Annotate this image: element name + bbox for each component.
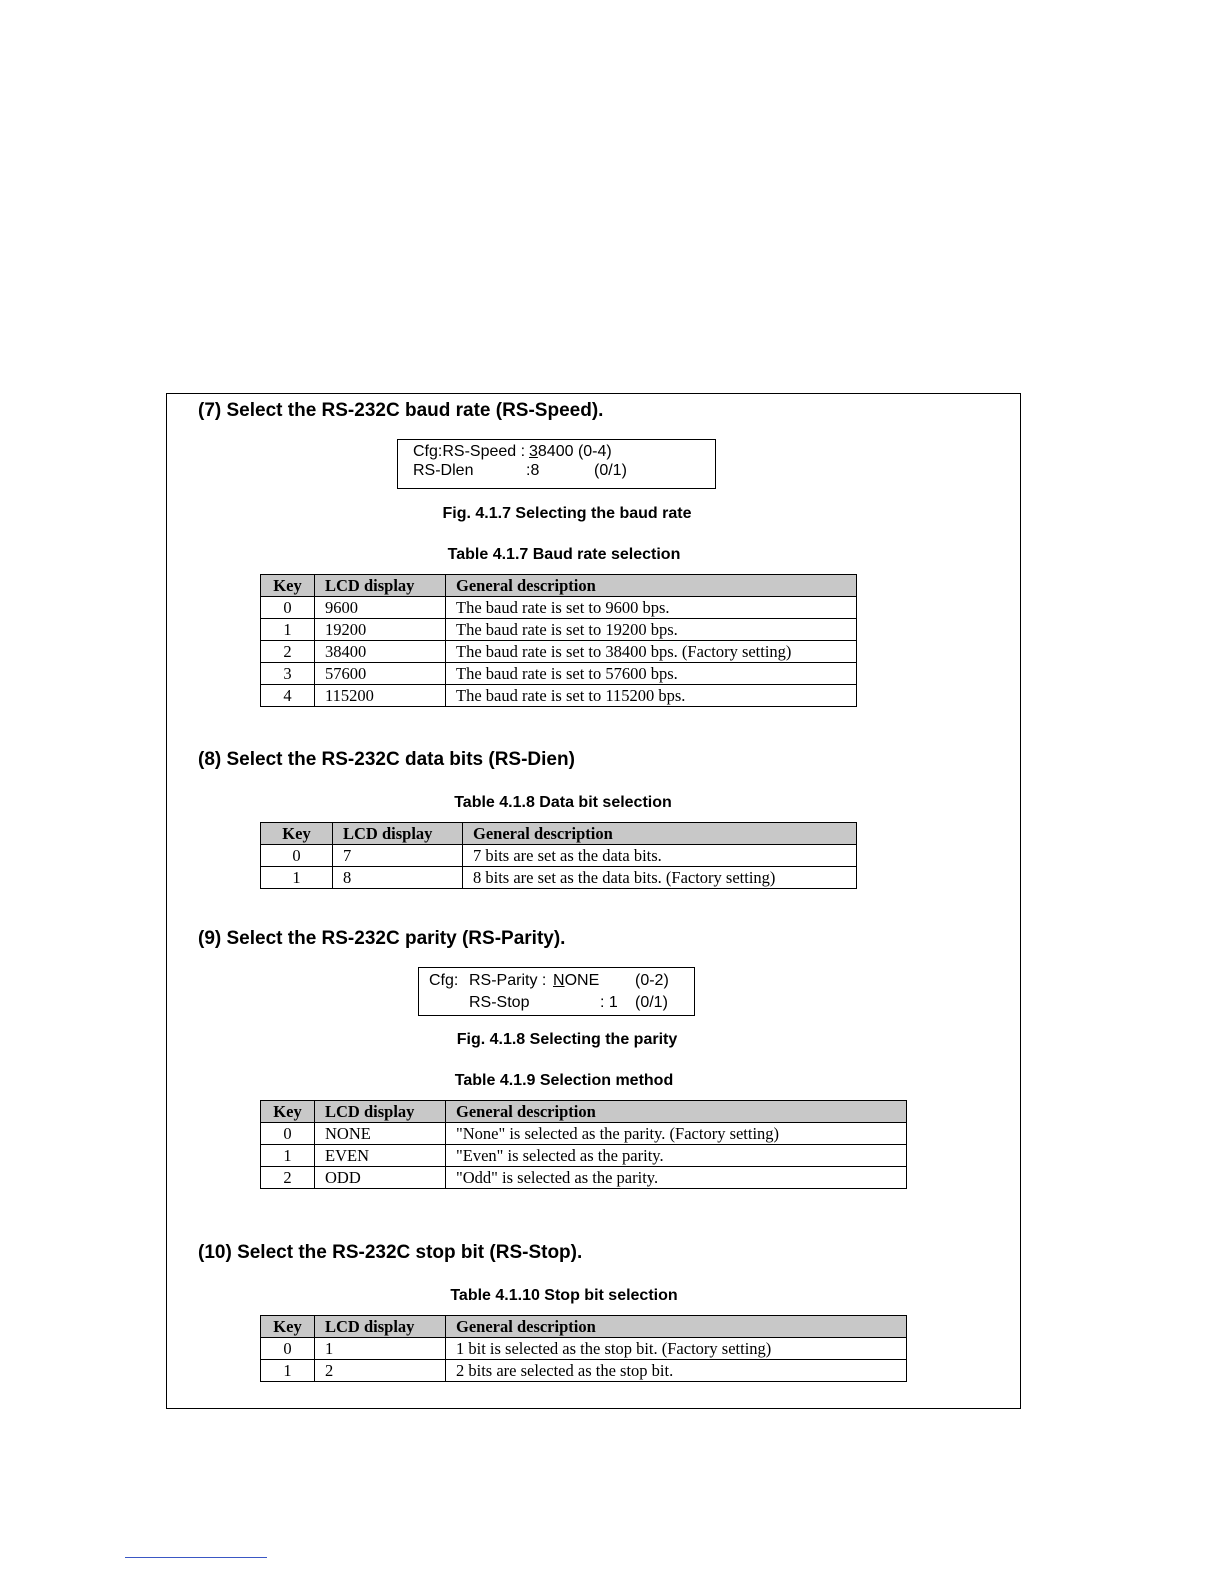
table-caption-parity: Table 4.1.9 Selection method [454, 1072, 674, 1089]
cell-key: 1 [261, 867, 333, 889]
table-header-row [261, 823, 857, 845]
cell-key: 0 [261, 845, 333, 867]
table-row [261, 1123, 907, 1145]
baud-rate-lcd-display [397, 439, 716, 489]
data-bits-table [260, 822, 857, 889]
footnote-separator-line [125, 1557, 267, 1558]
cell-description: The baud rate is set to 9600 bps. [446, 597, 857, 619]
lcd-row1-prefix: Cfg: [429, 972, 459, 989]
table-row [261, 685, 857, 707]
column-header-lcd: LCD display [315, 1101, 446, 1123]
table-row [261, 663, 857, 685]
cell-description: The baud rate is set to 38400 bps. (Factory setting) [446, 641, 857, 663]
cell-key: 2 [261, 641, 315, 663]
table-row [261, 867, 857, 889]
table-row [261, 1145, 907, 1167]
lcd-row2-label: RS-Stop [469, 994, 530, 1011]
parity-heading: (9) Select the RS-232C parity (RS-Parity). [198, 928, 566, 949]
cell-lcd: 19200 [315, 619, 446, 641]
fig-caption-parity: Fig. 4.1.8 Selecting the parity [456, 1031, 678, 1048]
lcd-row1-range: (0-2) [635, 972, 669, 989]
parity-table [260, 1100, 907, 1189]
table-caption-data-bits: Table 4.1.8 Data bit selection [454, 794, 672, 811]
lcd-row1-label: RS-Parity : [469, 972, 547, 989]
cell-lcd: NONE [315, 1123, 446, 1145]
table-row [261, 597, 857, 619]
cell-lcd: ODD [315, 1167, 446, 1189]
cell-description: "None" is selected as the parity. (Factory setting) [446, 1123, 907, 1145]
table-row [261, 619, 857, 641]
cell-description: The baud rate is set to 19200 bps. [446, 619, 857, 641]
table-header-row [261, 1316, 907, 1338]
lcd-row1-value-rest: 8400 (0-4) [537, 443, 612, 460]
cell-lcd: 115200 [315, 685, 446, 707]
cell-key: 4 [261, 685, 315, 707]
data-bits-heading: (8) Select the RS-232C data bits (RS-Dien) [198, 749, 575, 770]
lcd-row1-value [529, 443, 612, 461]
lcd-row1-label: Cfg:RS-Speed : [413, 443, 526, 460]
table-row [261, 1360, 907, 1382]
parity-lcd-display [418, 967, 695, 1016]
cell-key: 0 [261, 597, 315, 619]
cell-key: 1 [261, 619, 315, 641]
cell-description: 1 bit is selected as the stop bit. (Factory setting) [446, 1338, 907, 1360]
column-header-description: General description [463, 823, 857, 845]
cell-lcd: 1 [315, 1338, 446, 1360]
cell-description: "Odd" is selected as the parity. [446, 1167, 907, 1189]
column-header-lcd: LCD display [333, 823, 463, 845]
baud-rate-heading: (7) Select the RS-232C baud rate (RS-Speed). [198, 400, 604, 421]
lcd-row2-range: (0/1) [594, 462, 627, 479]
cell-lcd: EVEN [315, 1145, 446, 1167]
lcd-row2-value: : 1 [600, 994, 618, 1011]
cell-description: "Even" is selected as the parity. [446, 1145, 907, 1167]
cell-lcd: 8 [333, 867, 463, 889]
lcd-row2-range: (0/1) [635, 994, 668, 1011]
column-header-key: Key [261, 575, 315, 597]
table-caption-baud: Table 4.1.7 Baud rate selection [447, 546, 681, 563]
column-header-key: Key [261, 1316, 315, 1338]
lcd-row1-value [553, 972, 599, 990]
cell-key: 2 [261, 1167, 315, 1189]
stop-bit-table [260, 1315, 907, 1382]
cell-description: 8 bits are set as the data bits. (Factory setting) [463, 867, 857, 889]
cell-lcd: 38400 [315, 641, 446, 663]
table-row [261, 1167, 907, 1189]
column-header-lcd: LCD display [315, 1316, 446, 1338]
baud-rate-table [260, 574, 857, 707]
cell-key: 0 [261, 1123, 315, 1145]
column-header-description: General description [446, 575, 857, 597]
column-header-key: Key [261, 823, 333, 845]
cell-key: 1 [261, 1360, 315, 1382]
column-header-lcd: LCD display [315, 575, 446, 597]
cell-key: 1 [261, 1145, 315, 1167]
lcd-cursor-char: 3 [529, 443, 538, 460]
table-caption-stop-bit: Table 4.1.10 Stop bit selection [450, 1287, 678, 1304]
cell-description: The baud rate is set to 115200 bps. [446, 685, 857, 707]
cell-lcd: 2 [315, 1360, 446, 1382]
cell-description: 2 bits are selected as the stop bit. [446, 1360, 907, 1382]
table-header-row [261, 1101, 907, 1123]
table-row [261, 845, 857, 867]
cell-description: The baud rate is set to 57600 bps. [446, 663, 857, 685]
cell-lcd: 7 [333, 845, 463, 867]
cell-key: 3 [261, 663, 315, 685]
lcd-row2-value: :8 [526, 462, 540, 479]
fig-caption-baud: Fig. 4.1.7 Selecting the baud rate [442, 505, 692, 522]
stop-bit-heading: (10) Select the RS-232C stop bit (RS-Stop). [198, 1242, 583, 1263]
cell-description: 7 bits are set as the data bits. [463, 845, 857, 867]
column-header-description: General description [446, 1316, 907, 1338]
table-header-row [261, 575, 857, 597]
lcd-row1-value-rest: ONE [564, 972, 600, 989]
column-header-description: General description [446, 1101, 907, 1123]
lcd-row2-label: RS-Dlen [413, 462, 474, 479]
table-row [261, 641, 857, 663]
column-header-key: Key [261, 1101, 315, 1123]
cell-key: 0 [261, 1338, 315, 1360]
lcd-cursor-char: N [553, 972, 565, 989]
table-row [261, 1338, 907, 1360]
cell-lcd: 57600 [315, 663, 446, 685]
cell-lcd: 9600 [315, 597, 446, 619]
